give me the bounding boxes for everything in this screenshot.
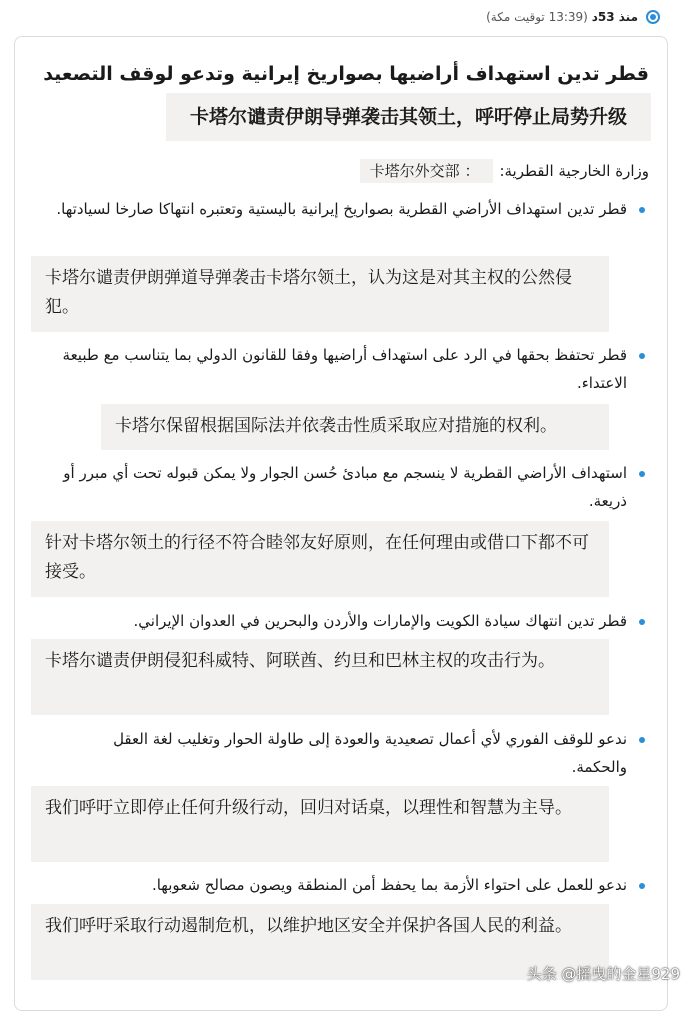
live-dot-icon — [646, 10, 660, 24]
bullet-icon — [639, 883, 645, 889]
title-chinese: 卡塔尔谴责伊朗导弹袭击其领土，呼吁停止局势升级 — [166, 93, 651, 141]
item-arabic-3: استهداف الأراضي القطرية لا ينسجم مع مبادئ حُسن الجوار ولا يمكن قبوله تحت أي مبرر أو ذريعة. — [63, 464, 627, 510]
source-chinese: 卡塔尔外交部 ： — [360, 159, 494, 183]
bullet-icon — [639, 737, 645, 743]
item-arabic-1: قطر تدين استهداف الأراضي القطرية بصواريخ إيرانية باليستية وتعتبره انتهاكا صارخا لسيادتها. — [56, 200, 627, 218]
title-arabic: قطر تدين استهداف أراضيها بصواريخ إيرانية وتدعو لوقف التصعيد — [43, 63, 649, 85]
item-chinese-3: 针对卡塔尔领土的行径不符合睦邻友好原则，在任何理由或借口下都不可接受。 — [31, 521, 609, 597]
item-chinese-6: 我们呼吁采取行动遏制危机，以维护地区安全并保护各国人民的利益。 — [31, 904, 609, 980]
watermark: 头条 @摇曳的金星929 — [526, 965, 680, 983]
item-arabic-2: قطر تحتفظ بحقها في الرد على استهداف أراضيها وفقا للقانون الدولي بما يتناسب مع طبيعة الاعتداء. — [62, 346, 627, 392]
time-ago: منذ 53د — [591, 10, 638, 24]
bullet-icon — [639, 471, 645, 477]
bullet-icon — [639, 619, 645, 625]
item-arabic-6: ندعو للعمل على احتواء الأزمة بما يحفظ أمن المنطقة ويصون مصالح شعوبها. — [151, 876, 627, 894]
source-arabic: وزارة الخارجية القطرية: — [499, 162, 649, 180]
item-chinese-2: 卡塔尔保留根据国际法并依袭击性质采取应对措施的权利。 — [101, 404, 609, 450]
item-chinese-4: 卡塔尔谴责伊朗侵犯科威特、阿联酋、约旦和巴林主权的攻击行为。 — [31, 639, 609, 715]
news-card — [14, 36, 668, 1011]
bullet-icon — [639, 353, 645, 359]
item-arabic-4: قطر تدين انتهاك سيادة الكويت والإمارات والأردن والبحرين في العدوان الإيراني. — [133, 612, 627, 630]
item-chinese-1: 卡塔尔谴责伊朗弹道导弹袭击卡塔尔领土，认为这是对其主权的公然侵犯。 — [31, 256, 609, 332]
source-line — [360, 159, 649, 183]
bullet-icon — [639, 207, 645, 213]
item-arabic-5: ندعو للوقف الفوري لأي أعمال تصعيدية والعودة إلى طاولة الحوار وتغليب لغة العقل والحكمة. — [113, 730, 627, 776]
item-chinese-5: 我们呼吁立即停止任何升级行动，回归对话桌，以理性和智慧为主导。 — [31, 786, 609, 862]
timestamp-bar — [0, 0, 690, 34]
time-local: (13:39 توقيت مكة) — [486, 10, 588, 24]
timestamp-text — [486, 10, 638, 24]
